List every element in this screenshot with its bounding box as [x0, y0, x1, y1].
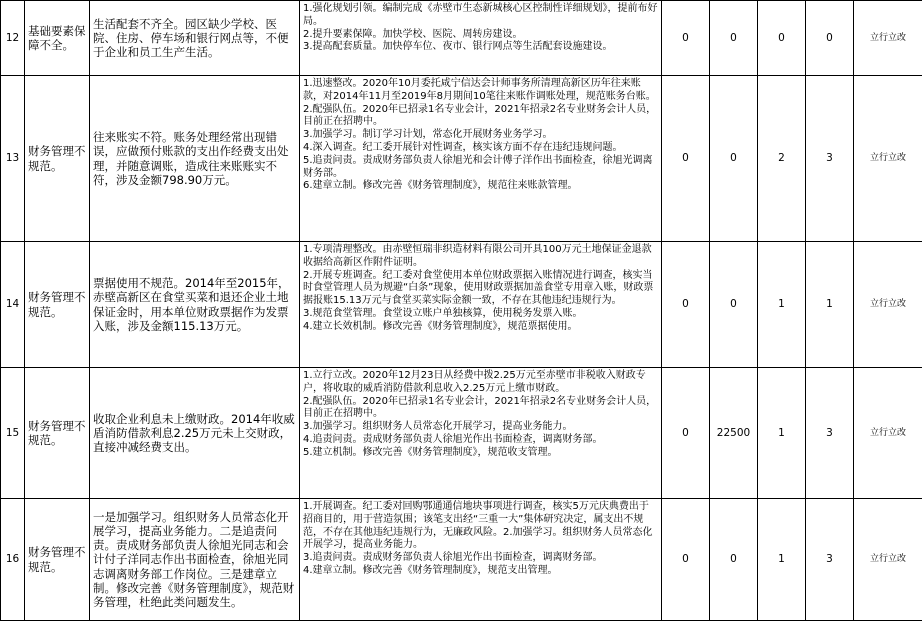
rectification-measures: [300, 499, 662, 621]
problem-category: 财务管理不规范。: [25, 499, 90, 621]
problem-description: 票据使用不规范。2014年至2015年，赤壁高新区在食堂买菜和退还企业土地保证金时，用本单位财政票据作为发票入账，涉及金额115.13万元。: [90, 242, 300, 368]
count-cell: 2: [758, 76, 806, 242]
measure-item: 1.强化规划引领。编制完成《赤壁市生态新城核心区控制性详细规划》，提前布好局。: [303, 3, 658, 29]
table-row: [1, 76, 922, 242]
problem-description: 生活配套不齐全。园区缺少学校、医院、住房、停车场和银行网点等，不便于企业和员工生产生活。: [90, 1, 300, 76]
measure-item: 5.追责问责。责成财务部负责人徐旭光和会计傅子洋作出书面检查，徐旭光调离财务部。: [303, 155, 658, 181]
rectification-measures: [300, 242, 662, 368]
problem-category: 财务管理不规范。: [25, 368, 90, 499]
count-cell: 0: [710, 1, 758, 76]
row-number: 12: [1, 1, 25, 76]
measure-item: 1.迅速整改。2020年10月委托咸宁信达会计师事务所清理高新区历年往来账款，对2014年11月至2019年8月期间10笔往来账作调账处理，规范账务台账。: [303, 78, 658, 104]
measure-item: 1.专项清理整改。由赤壁恒瑞非织造材料有限公司开具100万元土地保证金退款收据给高新区作附件证明。: [303, 244, 658, 270]
rectification-measures: [300, 368, 662, 499]
measure-item: 4.建立长效机制。修改完善《财务管理制度》，规范票据使用。: [303, 321, 658, 334]
count-cell: 3: [806, 499, 854, 621]
table-row: [1, 242, 922, 368]
count-cell: 0: [662, 242, 710, 368]
measure-item: 3.加强学习。制订学习计划，常态化开展财务业务学习。: [303, 129, 658, 142]
measure-item: 4.建章立制。修改完善《财务管理制度》，规范支出管理。: [303, 565, 658, 578]
measure-item: 2.配强队伍。2020年已招录1名专业会计，2021年招录2名专业财务会计人员，目前正在招聘中。: [303, 104, 658, 130]
measure-item: 5.建立机制。修改完善《财务管理制度》，规范收支管理。: [303, 447, 658, 460]
row-number: 14: [1, 242, 25, 368]
table-row: [1, 368, 922, 499]
measure-item: 3.加强学习。组织财务人员常态化开展学习，提高业务能力。: [303, 421, 658, 434]
problem-category: 财务管理不规范。: [25, 76, 90, 242]
status-cell: 立行立改: [854, 499, 922, 621]
count-cell: 0: [662, 499, 710, 621]
measure-item: 3.规范食堂管理。食堂设立账户单独核算，使用税务发票入账。: [303, 308, 658, 321]
count-cell: 0: [662, 1, 710, 76]
count-cell: 0: [758, 1, 806, 76]
problem-category: 基础要素保障不全。: [25, 1, 90, 76]
problem-description: 一是加强学习。组织财务人员常态化开展学习，提高业务能力。二是追责问责。责成财务部负责人徐旭光同志和会计付子洋同志作出书面检查，徐旭光同志调离财务部工作岗位。三是建章立制。修改完善《财务管理制度》，规范财务管理，杜绝此类问题发生。: [90, 499, 300, 621]
measure-item: 3.提高配套质量。加快停车位、夜市、银行网点等生活配套设施建设。: [303, 41, 658, 54]
table-row: [1, 1, 922, 76]
count-cell: 1: [758, 368, 806, 499]
row-number: 16: [1, 499, 25, 621]
count-cell: 0: [710, 242, 758, 368]
count-cell: 3: [806, 368, 854, 499]
row-number: 15: [1, 368, 25, 499]
problem-description: 往来账实不符。账务处理经常出现错误，应做预付账款的支出作经费支出处理，并随意调账，造成往来账账实不符，涉及金额798.90万元。: [90, 76, 300, 242]
rectification-measures: [300, 76, 662, 242]
count-cell: 1: [758, 499, 806, 621]
measure-item: 2.配强队伍。2020年已招录1名专业会计，2021年招录2名专业财务会计人员，目前正在招聘中。: [303, 396, 658, 422]
measure-item: 6.建章立制。修改完善《财务管理制度》，规范往来账款管理。: [303, 180, 658, 193]
count-cell: 0: [662, 368, 710, 499]
count-cell: 0: [662, 76, 710, 242]
count-cell: 1: [806, 242, 854, 368]
measure-item: 1.开展调查。纪工委对回购鄂通通信地块事项进行调查，核实5万元庆典费出于招商目的，用于营造氛围；该笔支出经“三重一大”集体研究决定，属支出不规范，不存在其他违纪违规行为，无廉政风险。2.加强学习。组织财务人员常态化开展学习，提高业务能力。: [303, 501, 658, 552]
count-cell: 1: [758, 242, 806, 368]
count-cell: 22500: [710, 368, 758, 499]
count-cell: 0: [710, 499, 758, 621]
table-body: [1, 1, 922, 621]
measure-item: 4.追责问责。责成财务部负责人徐旭光作出书面检查，调离财务部。: [303, 434, 658, 447]
problem-description: 收取企业利息未上缴财政。2014年收威盾消防借款利息2.25万元未上交财政，直接冲减经费支出。: [90, 368, 300, 499]
status-cell: 立行立改: [854, 1, 922, 76]
table-row: [1, 499, 922, 621]
status-cell: 立行立改: [854, 76, 922, 242]
problem-category: 财务管理不规范。: [25, 242, 90, 368]
measure-item: 1.立行立改。2020年12月23日从经费中拨2.25万元至赤壁市非税收入财政专户，将收取的威盾消防借款利息收入2.25万元上缴市财政。: [303, 370, 658, 396]
row-number: 13: [1, 76, 25, 242]
count-cell: 0: [710, 76, 758, 242]
count-cell: 3: [806, 76, 854, 242]
measure-item: 3.追责问责。责成财务部负责人徐旭光作出书面检查，调离财务部。: [303, 552, 658, 565]
count-cell: 0: [806, 1, 854, 76]
status-cell: 立行立改: [854, 368, 922, 499]
measure-item: 2.提升要素保障。加快学校、医院、周转房建设。: [303, 29, 658, 42]
status-cell: 立行立改: [854, 242, 922, 368]
rectification-measures: [300, 1, 662, 76]
measure-item: 4.深入调查。纪工委开展针对性调查，核实该方面不存在违纪违规问题。: [303, 142, 658, 155]
measure-item: 2.开展专班调查。纪工委对食堂使用本单位财政票据入账情况进行调查，核实当时食堂管理人员为规避“白条”现象，使用财政票据加盖食堂专用章入账，财政票据报账15.13万元与食堂买菜实际金额一致，不存在其他违纪违规行为。: [303, 270, 658, 308]
